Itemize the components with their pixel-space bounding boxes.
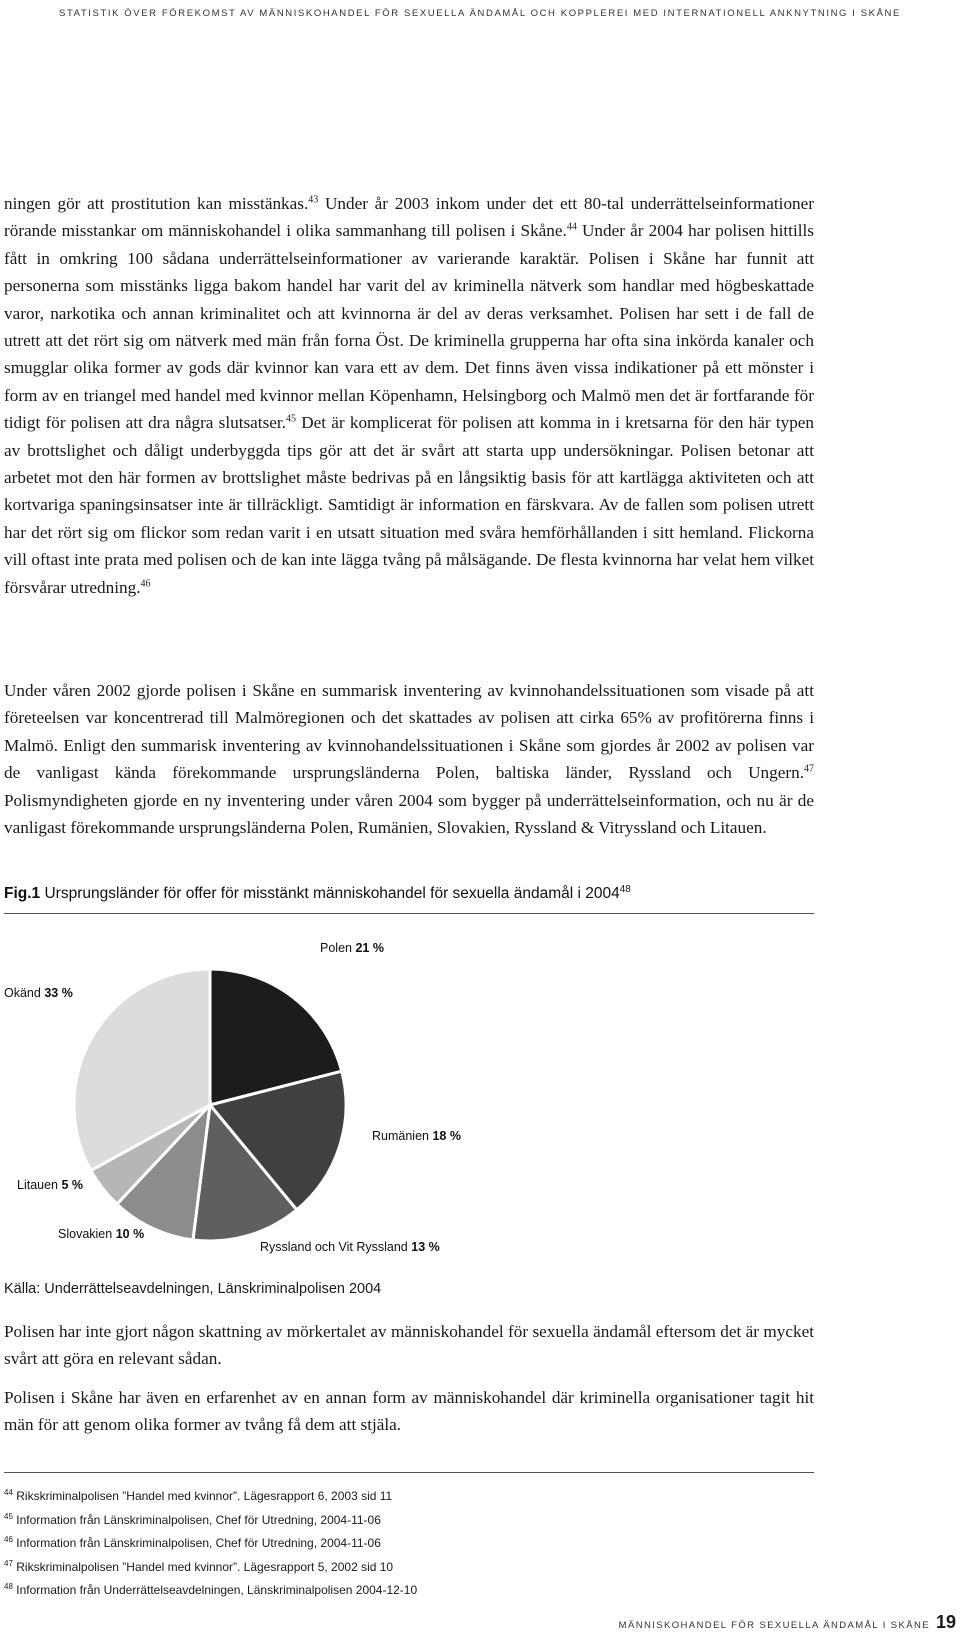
footnote-ref: 44	[566, 221, 577, 233]
page-number: 19	[935, 1612, 956, 1632]
footnote-ref: 43	[308, 194, 319, 206]
paragraph-text: Polisen i Skåne har även en erfarenhet av en annan form av människohandel där kriminella organisationer tagit hit män för att genom olika former av tvång få dem att stjäla.	[4, 1388, 814, 1435]
footnote-item	[4, 1554, 814, 1578]
footnote-ref: 46	[140, 577, 151, 589]
pie-label-polen: Polen 21 %	[320, 941, 384, 955]
pie-label-litauen: Litauen 5 %	[17, 1178, 84, 1192]
running-foot: MÄNNISKOHANDEL FÖR SEXUELLA ÄNDAMÅL I SKÅNE	[618, 1620, 930, 1631]
pie-label-rumanien: Rumänien 18 %	[372, 1129, 461, 1143]
paragraph-other-trafficking	[4, 1384, 814, 1439]
paragraph-text: Polismyndigheten gjorde en ny inventering under våren 2004 som bygger på underrättelseinformation, och nu är de vanligast förekommande ursprungsländerna Polen, Rumänien, Slovakien, Ryssland & Vitryssland och Litauen.	[4, 790, 814, 838]
figure-label: Fig.1	[4, 885, 41, 902]
paragraph-text: Det är komplicerat för polisen att komma in i kretsarna för den här typen av brottslighet och dåligt underbyggda tips gör att det är svårt att starta upp undersökningar. Polisen betonar att arbetet mot den här formen av brottslighet måste bedrivas på en långsiktig basis för att kartlägga aktiviteten och att kortvariga spaningsinsatser inte är tillräckligt. Samtidigt är information en färskvara. Av de fallen som polisen utrett har det rört sig om flickor som redan varit i en utsatt situation med svåra hemförhållanden i sitt hemland. Flickorna vill oftast inte prata med polisen och de kan inte lägga tvång på målsägande. De flesta kvinnorna har velat hem vilket försvårar utredning.	[4, 413, 815, 597]
footnote-number: 46	[4, 1535, 13, 1545]
footnote-text: Rikskriminalpolisen ”Handel med kvinnor”. Lägesrapport 5, 2002 sid 10	[16, 1559, 394, 1574]
footnote-item	[4, 1507, 814, 1531]
footnote-text: Information från Länskriminalpolisen, Chef för Utredning, 2004-11-06	[16, 1536, 381, 1551]
paragraph-text: Under våren 2002 gjorde polisen i Skåne en summarisk inventering av kvinnohandelssituationen som visade på att företeelsen var koncentrerad till Malmöregionen och det skattades av polisen att cirka 65% av profitörerna finns i Malmö. Enligt den summarisk inventering av kvinnohandelssituationen i Skåne som gjordes år 2002 av polisen var de vanligast kända förekommande ursprungsländerna Polen, baltiska länder, Ryssland och Ungern.	[4, 681, 814, 783]
footnote-ref: 47	[804, 763, 814, 775]
footnote-number: 44	[4, 1488, 13, 1497]
paragraph-text: Under år 2003 inkom under det ett 80-tal underrättelseinformationer rörande misstankar om människohandel i olika sammanhang till polisen i Skåne.	[4, 194, 814, 241]
footnote-number: 47	[4, 1558, 13, 1568]
footnote-rule	[4, 1472, 814, 1473]
footnote-number: 48	[4, 1582, 13, 1592]
footnote-item	[4, 1577, 814, 1601]
footnote-text: Information från Underrättelseavdelningen, Länskriminalpolisen 2004-12-10	[16, 1583, 418, 1598]
paragraph-text: Polisen har inte gjort någon skattning av mörkertalet av människohandel för sexuella ändamål eftersom det är mycket svårt att göra en relevant sådan.	[4, 1322, 814, 1369]
footnote-list	[4, 1483, 814, 1601]
footnote-number: 45	[4, 1511, 13, 1521]
footnote-item	[4, 1483, 814, 1507]
figure-source: Källa: Underrättelseavdelningen, Länskriminalpolisen 2004	[4, 1281, 382, 1297]
pie-label-slovakien: Slovakien 10 %	[58, 1227, 145, 1241]
footnote-item	[4, 1530, 814, 1554]
figure-caption-footnote-ref: 48	[619, 883, 631, 895]
footnote-text: Information från Länskriminalpolisen, Chef för Utredning, 2004-11-06	[16, 1512, 381, 1527]
paragraph-text: ningen gör att prostitution kan misstänkas.	[4, 194, 309, 213]
pie-label-ryssland: Ryssland och Vit Ryssland 13 %	[260, 1240, 440, 1254]
footnote-text: Rikskriminalpolisen ”Handel med kvinnor”. Lägesrapport 6, 2003 sid 11	[16, 1489, 393, 1503]
paragraph-dark-figure	[4, 1318, 814, 1373]
footnote-ref: 45	[285, 413, 296, 425]
pie-label-okand: Okänd 33 %	[4, 986, 73, 1000]
running-head: STATISTIK ÖVER FÖREKOMST AV MÄNNISKOHANDEL FÖR SEXUELLA ÄNDAMÅL OCH KOPPLEREI MED INTERNATIONELL ANKNYTNING I SKÅNE	[59, 8, 901, 19]
figure-caption-text: Ursprungsländer för offer för misstänkt människohandel för sexuella ändamål i 2004	[44, 885, 620, 902]
paragraph-text: Under år 2004 har polisen hittills fått in omkring 100 sådana underrättelseinformationer av varierande karaktär. Polisen i Skåne har funnit att personerna som misstänks ligga bakom handel har varit del av kriminella nätverk som handlar med högbeskattade varor, narkotika och annan kriminalitet och att kvinnorna är del av deras verksamhet. Polisen har sett i de fall de utrett att det rört sig om nätverk med män från forna Öst. De kriminella grupperna har ofta sina inkörda kanaler och smugglar olika former av gods där kvinnor kan vara ett av dem. Det finns även vissa indikationer på ett mönster i form av en triangel med handel med kvinnor mellan Köpenhamn, Helsingborg och Malmö men det är fortfarande för tidigt för polisen att dra några slutsatser.	[4, 221, 814, 433]
